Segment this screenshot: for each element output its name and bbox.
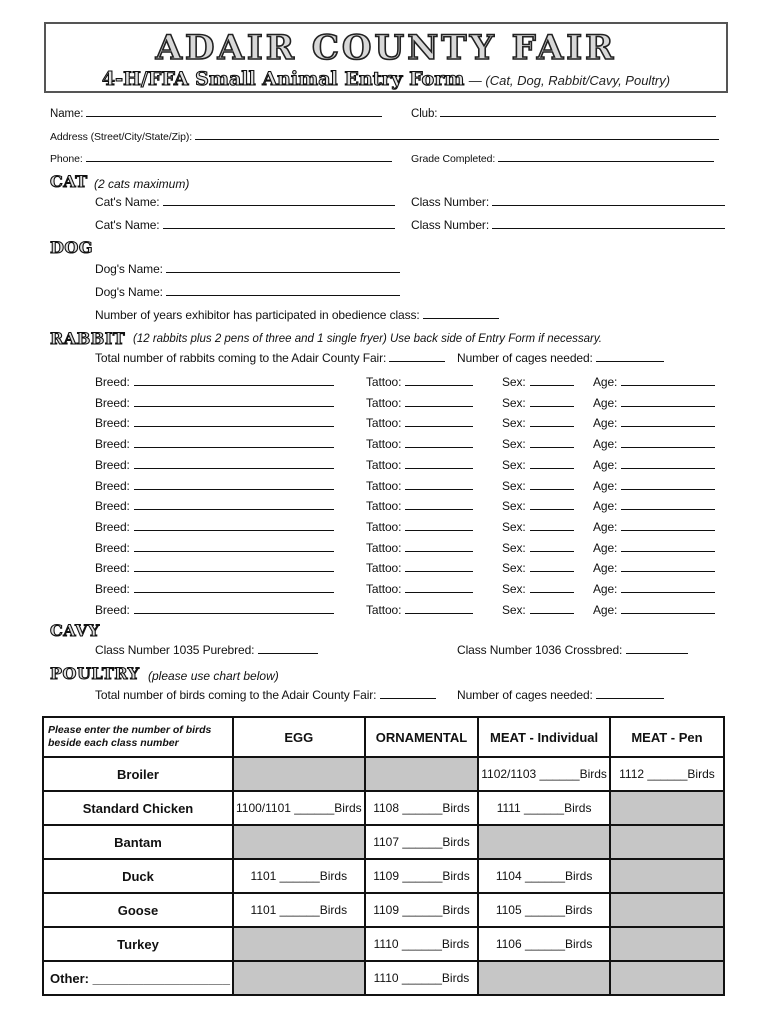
rabbit-age-input[interactable]	[621, 416, 715, 427]
rabbit-tattoo-label: Tattoo:	[366, 458, 402, 472]
rabbit-breed-label: Breed:	[95, 479, 130, 493]
cell-na	[610, 791, 724, 825]
rabbit-age-field[interactable]	[593, 375, 715, 389]
cat-note: (2 cats maximum)	[94, 177, 190, 191]
rabbit-age-field[interactable]	[593, 499, 715, 513]
cell-standard-meat-individual[interactable]: 1111 ______Birds	[478, 791, 610, 825]
rabbit-tattoo-input[interactable]	[405, 541, 473, 552]
rabbit-tattoo-label: Tattoo:	[366, 375, 402, 389]
rabbit-tattoo-input[interactable]	[405, 416, 473, 427]
address-field[interactable]	[50, 129, 719, 143]
poultry-heading: POULTRY	[50, 664, 140, 683]
rabbit-sex-field[interactable]	[502, 437, 574, 451]
address-input[interactable]	[195, 129, 719, 140]
rabbit-tattoo-input[interactable]	[405, 582, 473, 593]
dog-name-field-2[interactable]	[95, 285, 400, 299]
cell-na	[365, 757, 479, 791]
rabbit-age-input[interactable]	[621, 375, 715, 386]
table-row	[43, 757, 724, 791]
club-input[interactable]	[440, 106, 716, 117]
rabbit-sex-label: Sex:	[502, 396, 526, 410]
rabbit-breed-field[interactable]	[95, 437, 334, 451]
cell-broiler-meat-pen[interactable]: 1112 ______Birds	[610, 757, 724, 791]
rabbit-breed-field[interactable]	[95, 416, 334, 430]
dog-years-input[interactable]	[423, 308, 499, 319]
rabbit-sex-input[interactable]	[530, 437, 574, 448]
row-label-turkey: Turkey	[43, 927, 233, 961]
rabbit-breed-label: Breed:	[95, 458, 130, 472]
rabbit-sex-field[interactable]	[502, 582, 574, 596]
cell-goose-egg[interactable]: 1101 ______Birds	[233, 893, 365, 927]
rabbit-age-label: Age:	[593, 541, 618, 555]
rabbit-sex-field[interactable]	[502, 520, 574, 534]
cavy-crossbred-label: Class Number 1036 Crossbred:	[457, 643, 623, 657]
form-subtitle-note: — (Cat, Dog, Rabbit/Cavy, Poultry)	[468, 73, 671, 88]
dog-heading: DOG	[50, 238, 93, 257]
rabbit-sex-input[interactable]	[530, 499, 574, 510]
cell-other-ornamental[interactable]: 1110 ______Birds	[365, 961, 479, 995]
rabbit-breed-input[interactable]	[134, 520, 334, 531]
cat-heading: CAT	[50, 172, 88, 191]
rabbit-breed-input[interactable]	[134, 375, 334, 386]
rabbit-age-label: Age:	[593, 499, 618, 513]
rabbit-sex-input[interactable]	[530, 416, 574, 427]
rabbit-tattoo-label: Tattoo:	[366, 396, 402, 410]
row-label-standard-chicken: Standard Chicken	[43, 791, 233, 825]
table-row	[43, 961, 724, 995]
rabbit-age-label: Age:	[593, 520, 618, 534]
table-row	[43, 791, 724, 825]
rabbit-age-label: Age:	[593, 396, 618, 410]
rabbit-sex-field[interactable]	[502, 499, 574, 513]
rabbit-breed-label: Breed:	[95, 603, 130, 617]
rabbit-breed-input[interactable]	[134, 416, 334, 427]
rabbit-age-input[interactable]	[621, 499, 715, 510]
rabbit-sex-label: Sex:	[502, 499, 526, 513]
rabbit-breed-field[interactable]	[95, 375, 334, 389]
rabbit-sex-field[interactable]	[502, 603, 574, 617]
cell-duck-ornamental[interactable]: 1109 ______Birds	[365, 859, 479, 893]
cell-na	[610, 961, 724, 995]
rabbit-sex-field[interactable]	[502, 416, 574, 430]
rabbit-breed-field[interactable]	[95, 396, 334, 410]
rabbit-breed-field[interactable]	[95, 479, 334, 493]
rabbit-age-input[interactable]	[621, 396, 715, 407]
table-note: Please enter the number of birds beside each class number	[43, 717, 233, 757]
cat-name-input-1[interactable]	[163, 195, 395, 206]
rabbit-tattoo-field[interactable]	[366, 416, 473, 430]
rabbit-tattoo-label: Tattoo:	[366, 541, 402, 555]
rabbit-tattoo-field[interactable]	[366, 561, 473, 575]
cell-na	[610, 927, 724, 961]
col-header-egg: EGG	[233, 717, 365, 757]
cell-na	[233, 757, 365, 791]
rabbit-sex-input[interactable]	[530, 396, 574, 407]
rabbit-tattoo-input[interactable]	[405, 561, 473, 572]
rabbit-sex-field[interactable]	[502, 375, 574, 389]
rabbit-age-label: Age:	[593, 603, 618, 617]
poultry-total-input[interactable]	[380, 688, 436, 699]
rabbit-sex-label: Sex:	[502, 582, 526, 596]
address-label: Address (Street/City/State/Zip):	[50, 131, 193, 143]
rabbit-tattoo-label: Tattoo:	[366, 416, 402, 430]
rabbit-age-field[interactable]	[593, 396, 715, 410]
cat-class-label: Class Number:	[411, 218, 490, 232]
table-row	[43, 893, 724, 927]
rabbit-age-label: Age:	[593, 582, 618, 596]
cell-turkey-meat-individual[interactable]: 1106 ______Birds	[478, 927, 610, 961]
rabbit-tattoo-field[interactable]	[366, 520, 473, 534]
rabbit-breed-label: Breed:	[95, 396, 130, 410]
dog-name-input-1[interactable]	[166, 262, 400, 273]
rabbit-age-field[interactable]	[593, 561, 715, 575]
cat-name-label: Cat's Name:	[95, 195, 160, 209]
rabbit-tattoo-label: Tattoo:	[366, 437, 402, 451]
cell-na	[610, 825, 724, 859]
rabbit-sex-input[interactable]	[530, 520, 574, 531]
rabbit-cages-label: Number of cages needed:	[457, 351, 593, 365]
poultry-note: (please use chart below)	[148, 669, 279, 683]
rabbit-breed-field[interactable]	[95, 582, 334, 596]
cat-name-field-1[interactable]	[95, 195, 395, 209]
rabbit-sex-input[interactable]	[530, 603, 574, 614]
rabbit-sex-label: Sex:	[502, 561, 526, 575]
cat-class-input-2[interactable]	[492, 218, 725, 229]
rabbit-breed-label: Breed:	[95, 416, 130, 430]
rabbit-age-label: Age:	[593, 375, 618, 389]
rabbit-tattoo-field[interactable]	[366, 437, 473, 451]
rabbit-breed-input[interactable]	[134, 437, 334, 448]
rabbit-sex-input[interactable]	[530, 541, 574, 552]
cavy-crossbred-field[interactable]	[457, 643, 688, 657]
rabbit-total-field[interactable]	[95, 351, 445, 365]
rabbit-breed-field[interactable]	[95, 541, 334, 555]
rabbit-age-label: Age:	[593, 437, 618, 451]
rabbit-sex-input[interactable]	[530, 582, 574, 593]
dog-name-label: Dog's Name:	[95, 285, 163, 299]
name-field[interactable]	[50, 106, 382, 120]
cat-class-field-2[interactable]	[411, 218, 725, 232]
cell-broiler-meat-individual[interactable]: 1102/1103 ______Birds	[478, 757, 610, 791]
rabbit-sex-label: Sex:	[502, 375, 526, 389]
rabbit-tattoo-label: Tattoo:	[366, 582, 402, 596]
rabbit-age-input[interactable]	[621, 561, 715, 572]
cavy-purebred-label: Class Number 1035 Purebred:	[95, 643, 255, 657]
rabbit-sex-label: Sex:	[502, 520, 526, 534]
row-label-bantam: Bantam	[43, 825, 233, 859]
col-header-meat-individual: MEAT - Individual	[478, 717, 610, 757]
rabbit-age-field[interactable]	[593, 416, 715, 430]
poultry-cages-field[interactable]	[457, 688, 664, 702]
rabbit-tattoo-label: Tattoo:	[366, 499, 402, 513]
rabbit-breed-label: Breed:	[95, 561, 130, 575]
rabbit-tattoo-input[interactable]	[405, 375, 473, 386]
rabbit-tattoo-input[interactable]	[405, 437, 473, 448]
table-row	[43, 825, 724, 859]
rabbit-age-label: Age:	[593, 561, 618, 575]
dog-years-field[interactable]	[95, 308, 499, 322]
rabbit-tattoo-input[interactable]	[405, 603, 473, 614]
name-label: Name:	[50, 108, 84, 120]
cell-goose-ornamental[interactable]: 1109 ______Birds	[365, 893, 479, 927]
rabbit-age-input[interactable]	[621, 458, 715, 469]
cell-duck-meat-individual[interactable]: 1104 ______Birds	[478, 859, 610, 893]
col-header-ornamental: ORNAMENTAL	[365, 717, 479, 757]
poultry-cages-label: Number of cages needed:	[457, 688, 593, 702]
row-label-broiler: Broiler	[43, 757, 233, 791]
phone-field[interactable]	[50, 151, 392, 165]
dog-name-field-1[interactable]	[95, 262, 400, 276]
rabbit-sex-field[interactable]	[502, 458, 574, 472]
rabbit-sex-field[interactable]	[502, 541, 574, 555]
cat-name-input-2[interactable]	[163, 218, 395, 229]
rabbit-note: (12 rabbits plus 2 pens of three and 1 single fryer) Use back side of Entry Form if necessary.	[133, 333, 602, 345]
rabbit-breed-input[interactable]	[134, 541, 334, 552]
cell-na	[478, 825, 610, 859]
rabbit-cages-field[interactable]	[457, 351, 664, 365]
row-label-other[interactable]: Other: ___________________	[43, 961, 233, 995]
cat-class-field-1[interactable]	[411, 195, 725, 209]
rabbit-age-input[interactable]	[621, 541, 715, 552]
rabbit-tattoo-input[interactable]	[405, 520, 473, 531]
cat-name-field-2[interactable]	[95, 218, 395, 232]
cell-na	[233, 927, 365, 961]
cavy-heading: CAVY	[50, 621, 100, 640]
rabbit-tattoo-label: Tattoo:	[366, 479, 402, 493]
phone-label: Phone:	[50, 153, 83, 165]
rabbit-sex-label: Sex:	[502, 479, 526, 493]
rabbit-age-field[interactable]	[593, 437, 715, 451]
grade-input[interactable]	[498, 151, 714, 162]
rabbit-age-field[interactable]	[593, 603, 715, 617]
rabbit-breed-label: Breed:	[95, 582, 130, 596]
cell-na	[233, 825, 365, 859]
rabbit-sex-label: Sex:	[502, 458, 526, 472]
rabbit-breed-input[interactable]	[134, 582, 334, 593]
name-input[interactable]	[86, 106, 382, 117]
rabbit-breed-field[interactable]	[95, 603, 334, 617]
poultry-total-field[interactable]	[95, 688, 436, 702]
rabbit-breed-field[interactable]	[95, 520, 334, 534]
cell-standard-ornamental[interactable]: 1108 ______Birds	[365, 791, 479, 825]
dog-name-label: Dog's Name:	[95, 262, 163, 276]
table-row	[43, 927, 724, 961]
rabbit-tattoo-input[interactable]	[405, 396, 473, 407]
rabbit-sex-label: Sex:	[502, 541, 526, 555]
rabbit-sex-label: Sex:	[502, 603, 526, 617]
rabbit-age-field[interactable]	[593, 541, 715, 555]
fair-title: ADAIR COUNTY FAIR	[155, 28, 617, 68]
rabbit-sex-label: Sex:	[502, 437, 526, 451]
rabbit-age-label: Age:	[593, 479, 618, 493]
rabbit-cages-input[interactable]	[596, 351, 664, 362]
form-subtitle-main: 4-H/FFA Small Animal Entry Form	[101, 68, 465, 90]
rabbit-tattoo-field[interactable]	[366, 499, 473, 513]
rabbit-age-input[interactable]	[621, 479, 715, 490]
phone-input[interactable]	[86, 151, 392, 162]
cell-standard-egg[interactable]: 1100/1101 ______Birds	[233, 791, 365, 825]
rabbit-sex-input[interactable]	[530, 479, 574, 490]
cavy-crossbred-input[interactable]	[626, 643, 688, 654]
rabbit-sex-label: Sex:	[502, 416, 526, 430]
rabbit-tattoo-field[interactable]	[366, 541, 473, 555]
rabbit-age-field[interactable]	[593, 582, 715, 596]
grade-label: Grade Completed:	[411, 153, 496, 165]
poultry-cages-input[interactable]	[596, 688, 664, 699]
rabbit-breed-label: Breed:	[95, 520, 130, 534]
row-label-goose: Goose	[43, 893, 233, 927]
club-label: Club:	[411, 108, 438, 120]
rabbit-age-field[interactable]	[593, 458, 715, 472]
rabbit-breed-input[interactable]	[134, 499, 334, 510]
rabbit-tattoo-input[interactable]	[405, 458, 473, 469]
rabbit-total-label: Total number of rabbits coming to the Adair County Fair:	[95, 351, 387, 365]
rabbit-breed-input[interactable]	[134, 458, 334, 469]
rabbit-tattoo-field[interactable]	[366, 458, 473, 472]
row-label-duck: Duck	[43, 859, 233, 893]
rabbit-sex-field[interactable]	[502, 561, 574, 575]
rabbit-breed-input[interactable]	[134, 561, 334, 572]
rabbit-breed-field[interactable]	[95, 458, 334, 472]
rabbit-sex-input[interactable]	[530, 561, 574, 572]
rabbit-tattoo-field[interactable]	[366, 582, 473, 596]
dog-years-label: Number of years exhibitor has participated in obedience class:	[95, 308, 420, 322]
rabbit-tattoo-label: Tattoo:	[366, 520, 402, 534]
dog-name-input-2[interactable]	[166, 285, 400, 296]
form-header	[44, 22, 728, 93]
rabbit-breed-label: Breed:	[95, 437, 130, 451]
rabbit-breed-input[interactable]	[134, 479, 334, 490]
rabbit-breed-field[interactable]	[95, 561, 334, 575]
rabbit-breed-field[interactable]	[95, 499, 334, 513]
rabbit-sex-input[interactable]	[530, 375, 574, 386]
rabbit-tattoo-label: Tattoo:	[366, 603, 402, 617]
cat-class-label: Class Number:	[411, 195, 490, 209]
cavy-purebred-field[interactable]	[95, 643, 318, 657]
cat-class-input-1[interactable]	[492, 195, 725, 206]
rabbit-tattoo-field[interactable]	[366, 479, 473, 493]
rabbit-age-field[interactable]	[593, 520, 715, 534]
rabbit-age-input[interactable]	[621, 437, 715, 448]
rabbit-age-label: Age:	[593, 416, 618, 430]
cell-duck-egg[interactable]: 1101 ______Birds	[233, 859, 365, 893]
cell-turkey-ornamental[interactable]: 1110 ______Birds	[365, 927, 479, 961]
rabbit-tattoo-field[interactable]	[366, 603, 473, 617]
rabbit-tattoo-input[interactable]	[405, 479, 473, 490]
table-header-row	[43, 717, 724, 757]
rabbit-tattoo-field[interactable]	[366, 396, 473, 410]
club-field[interactable]	[411, 106, 716, 120]
rabbit-breed-input[interactable]	[134, 603, 334, 614]
cell-na	[610, 893, 724, 927]
rabbit-sex-input[interactable]	[530, 458, 574, 469]
rabbit-breed-label: Breed:	[95, 499, 130, 513]
col-header-meat-pen: MEAT - Pen	[610, 717, 724, 757]
cell-na	[610, 859, 724, 893]
rabbit-age-input[interactable]	[621, 603, 715, 614]
cell-na	[233, 961, 365, 995]
cat-name-label: Cat's Name:	[95, 218, 160, 232]
rabbit-breed-label: Breed:	[95, 541, 130, 555]
grade-field[interactable]	[411, 151, 714, 165]
rabbit-heading: RABBIT	[50, 329, 126, 348]
rabbit-breed-label: Breed:	[95, 375, 130, 389]
cell-goose-meat-individual[interactable]: 1105 ______Birds	[478, 893, 610, 927]
rabbit-age-field[interactable]	[593, 479, 715, 493]
rabbit-sex-field[interactable]	[502, 396, 574, 410]
rabbit-age-input[interactable]	[621, 520, 715, 531]
table-row	[43, 859, 724, 893]
rabbit-age-input[interactable]	[621, 582, 715, 593]
rabbit-age-label: Age:	[593, 458, 618, 472]
poultry-class-table	[42, 716, 725, 996]
rabbit-tattoo-field[interactable]	[366, 375, 473, 389]
cell-na	[478, 961, 610, 995]
cavy-purebred-input[interactable]	[258, 643, 318, 654]
rabbit-sex-field[interactable]	[502, 479, 574, 493]
form-subtitle	[46, 68, 726, 90]
rabbit-breed-input[interactable]	[134, 396, 334, 407]
rabbit-tattoo-label: Tattoo:	[366, 561, 402, 575]
cell-bantam-ornamental[interactable]: 1107 ______Birds	[365, 825, 479, 859]
rabbit-total-input[interactable]	[389, 351, 445, 362]
poultry-total-label: Total number of birds coming to the Adair County Fair:	[95, 688, 377, 702]
rabbit-tattoo-input[interactable]	[405, 499, 473, 510]
